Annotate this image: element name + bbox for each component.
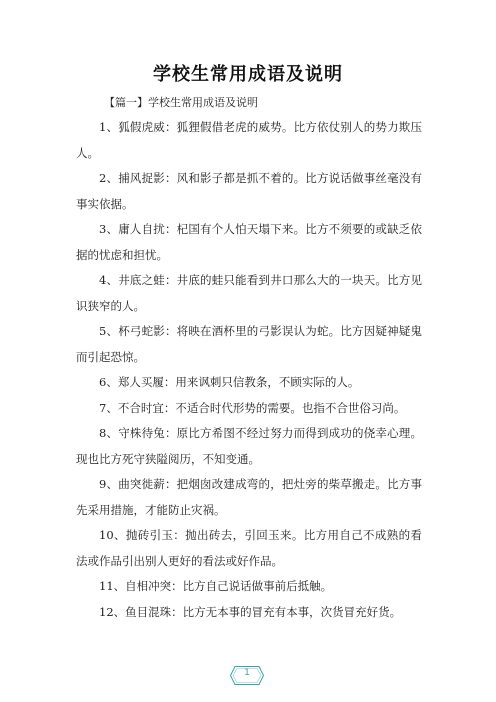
idiom-entry-10: 10、抛砖引玉：抛出砖去，引回玉来。比方用自己不成熟的看法或作品引出别人更好的看法或好作品。 — [76, 528, 422, 568]
page-number: 1 — [244, 668, 250, 678]
idiom-entry-11: 11、自相冲突：比方自己说话做事前后抵触。 — [99, 579, 333, 593]
idiom-entry-6: 6、郑人买履：用来讽刺只信教条，不顾实际的人。 — [99, 375, 360, 389]
idiom-entry-12: 12、鱼目混珠：比方无本事的冒充有本事，次货冒充好货。 — [99, 604, 402, 619]
page-title: 学校生常用成语及说明 — [153, 64, 343, 85]
idiom-entry-9: 9、曲突徙薪：把烟囱改建成弯的，把灶旁的柴草搬走。比方事先采用措施，才能防止灾祸。 — [76, 477, 422, 517]
entry-list — [76, 115, 422, 625]
idiom-entry-1: 1、狐假虎威：狐狸假借老虎的威势。比方依仗别人的势力欺压人。 — [76, 120, 422, 160]
idiom-entry-5: 5、杯弓蛇影：将映在酒杯里的弓影误认为蛇。比方因疑神疑鬼而引起恐惊。 — [76, 324, 422, 364]
section-heading: 【篇一】学校生常用成语及说明 — [104, 96, 258, 109]
idiom-entry-4: 4、井底之蛙：井底的蛙只能看到井口那么大的一块天。比方见识狭窄的人。 — [76, 273, 422, 313]
idiom-entry-7: 7、不合时宜：不适合时代形势的需要。也指不合世俗习尚。 — [99, 400, 406, 415]
page-number-badge — [230, 666, 264, 685]
idiom-entry-8: 8、守株待兔：原比方希图不经过努力而得到成功的侥幸心理。现也比方死守狭隘阅历，不知变通。 — [76, 426, 422, 466]
idiom-entry-3: 3、庸人自扰：杞国有个人怕天塌下来。比方不须要的或缺乏依据的忧虑和担忧。 — [76, 222, 422, 262]
idiom-entry-2: 2、捕风捉影：风和影子都是抓不着的。比方说话做事丝毫没有事实依据。 — [76, 171, 422, 211]
